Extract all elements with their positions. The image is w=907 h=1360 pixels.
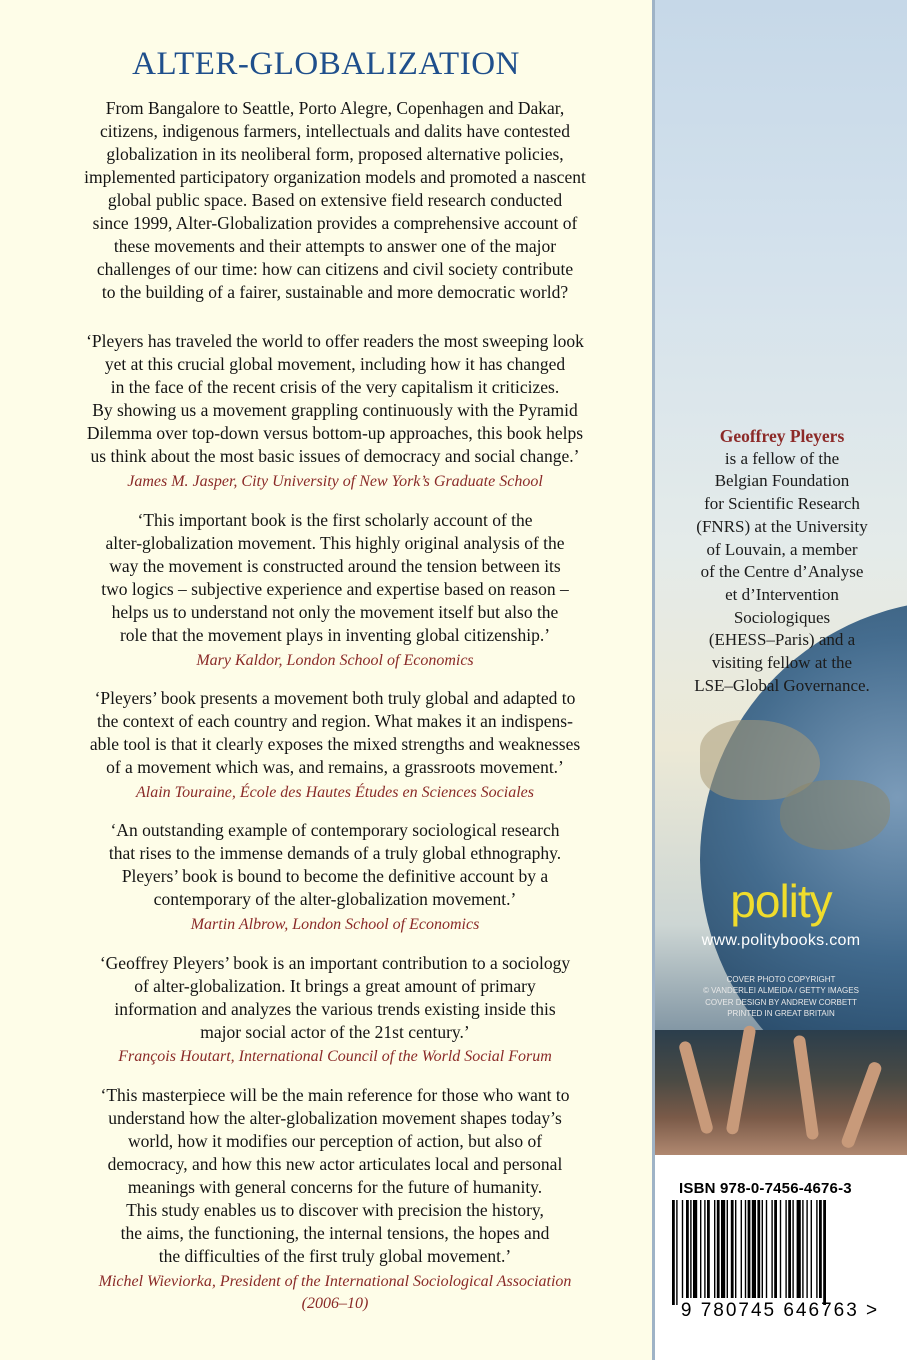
barcode-bar: [792, 1200, 793, 1298]
quote-line: us think about the most basic issues of democracy and social change.’: [90, 446, 580, 466]
barcode-bar: [811, 1200, 812, 1298]
barcode-bar: [762, 1200, 763, 1298]
attribution-line: Michel Wieviorka, President of the International Sociological Association: [98, 1273, 572, 1290]
quote-line: helps us to understand not only the movement itself but also the: [111, 602, 559, 622]
endorsement-quote: [52, 1084, 618, 1268]
quote-line: understand how the alter-globalization movement shapes today’s: [108, 1108, 562, 1128]
book-blurb: [52, 97, 618, 304]
barcode-bar: [690, 1200, 691, 1298]
quote-line: the difficulties of the first truly global movement.’: [158, 1246, 512, 1266]
credit-line: © VANDERLEI ALMEIDA / GETTY IMAGES: [703, 986, 859, 996]
bio-line: Sociologiques: [733, 607, 831, 627]
quote-line: information and analyzes the various trends existing inside this: [114, 999, 556, 1019]
quote-line: able tool is that it clearly exposes the mixed strengths and weaknesses: [89, 734, 581, 754]
blurb-line: globalization in its neoliberal form, proposed alternative policies,: [106, 144, 564, 164]
bio-line: Belgian Foundation: [714, 471, 850, 491]
endorsement-quote: [52, 509, 618, 647]
barcode-bar: [704, 1200, 705, 1298]
quote-line: This study enables us to discover with precision the history,: [126, 1200, 544, 1220]
quote-attribution: [52, 1046, 618, 1068]
barcode-bar: [819, 1200, 822, 1298]
blurb-line: since 1999, Alter-Globalization provides a comprehensive account of: [92, 213, 578, 233]
blurb-line: global public space. Based on extensive field research conducted: [107, 190, 563, 210]
quote-line: two logics – subjective experience and expertise based on reason –: [101, 579, 569, 599]
author-bio: [672, 425, 892, 697]
barcode-bar: [735, 1200, 736, 1298]
endorsement-quote: [52, 819, 618, 911]
barcode-bar: [682, 1200, 683, 1298]
bio-line: visiting fellow at the: [711, 653, 853, 673]
barcode-bar: [757, 1200, 760, 1298]
barcode-bar: [731, 1200, 734, 1298]
barcode-icon: [672, 1200, 887, 1305]
quote-line: yet at this crucial global movement, including how it has changed: [104, 354, 566, 374]
barcode-bar: [717, 1200, 720, 1298]
bio-line: of the Centre d’Analyse: [700, 562, 864, 582]
barcode-bar: [693, 1200, 697, 1298]
quote-line: role that the movement plays in inventing global citizenship.’: [119, 625, 551, 645]
barcode-bar: [714, 1200, 715, 1298]
bio-line: is a fellow of the: [724, 448, 840, 468]
credit-line: PRINTED IN GREAT BRITAIN: [727, 1009, 835, 1019]
barcode-bar: [676, 1200, 677, 1305]
attribution-line: Martin Albrow, London School of Economics: [190, 916, 480, 933]
barcode-bar: [752, 1200, 756, 1298]
quote-attribution: [52, 650, 618, 672]
cover-credits: [655, 974, 907, 1020]
blurb-line: citizens, indigenous farmers, intellectuals and dalits have contested: [100, 121, 570, 141]
quote-attribution: [52, 1271, 618, 1315]
isbn-label: ISBN 978-0-7456-4676-3: [679, 1180, 852, 1197]
endorsement-quote: [52, 687, 618, 779]
quote-line: Pleyers’ book is bound to become the definitive account by a: [121, 866, 549, 886]
quote-line: world, how it modifies our perception of action, but also of: [127, 1131, 543, 1151]
quote-line: Dilemma over top-down versus bottom-up approaches, this book helps: [86, 423, 584, 443]
credit-line: COVER PHOTO COPYRIGHT: [726, 975, 836, 984]
quote-line: the context of each country and region. What makes it an indispens-: [97, 711, 573, 731]
quote-attribution: [52, 914, 618, 936]
quote-line: By showing us a movement grappling continuously with the Pyramid: [92, 400, 578, 420]
barcode-bar: [707, 1200, 710, 1298]
quote-line: ‘Geoffrey Pleyers’ book is an important contribution to a sociology: [99, 953, 571, 973]
quote-line: way the movement is constructed around the tension between its: [109, 556, 561, 576]
barcode-digits: 9 780745 646763 >: [680, 1300, 880, 1321]
quote-line: ‘Pleyers’ book presents a movement both truly global and adapted to: [94, 688, 576, 708]
author-name: Geoffrey Pleyers: [719, 426, 845, 446]
endorsement-quote: [52, 330, 618, 468]
quote-line: of a movement which was, and remains, a grassroots movement.’: [106, 757, 564, 777]
quote-attribution: [52, 471, 618, 493]
quote-attribution: [52, 782, 618, 804]
quote-line: that rises to the immense demands of a truly global ethnography.: [108, 843, 562, 863]
barcode-bar: [780, 1200, 781, 1298]
quote-line: ‘This important book is the first scholarly account of the: [137, 510, 533, 530]
bio-line: (FNRS) at the University: [696, 516, 868, 536]
bio-line: et d’Intervention: [725, 584, 839, 604]
blurb-line: to the building of a fairer, sustainable and more democratic world?: [101, 282, 569, 302]
barcode-bar: [816, 1200, 817, 1298]
barcode-bar: [745, 1200, 746, 1298]
barcode-bar: [774, 1200, 777, 1298]
quote-line: in the face of the recent crisis of the very capitalism it criticizes.: [110, 377, 560, 397]
barcode-bar: [806, 1200, 807, 1298]
barcode-bar: [771, 1200, 772, 1298]
bio-line: for Scientific Research: [704, 494, 860, 514]
quote-line: major social actor of the 21st century.’: [200, 1022, 470, 1042]
bio-line: (EHESS–Paris) and a: [708, 630, 856, 650]
attribution-line: Alain Touraine, École des Hautes Études en Sciences Sociales: [136, 784, 534, 801]
barcode-bar: [721, 1200, 725, 1298]
quote-line: of alter-globalization. It brings a great amount of primary: [134, 976, 536, 996]
blurb-line: implemented participatory organization models and promoted a nascent: [84, 167, 586, 187]
barcode-bar: [797, 1200, 801, 1298]
barcode-bar: [700, 1200, 701, 1298]
barcode-bar: [672, 1200, 675, 1305]
barcode-bar: [785, 1200, 786, 1298]
barcode-bar: [727, 1200, 728, 1298]
barcode-bar: [802, 1200, 803, 1298]
attribution-line: James M. Jasper, City University of New York’s Graduate School: [127, 473, 543, 490]
barcode-bar: [788, 1200, 791, 1298]
endorsement-quote: [52, 952, 618, 1044]
quote-line: meanings with general concerns for the future of humanity.: [127, 1177, 543, 1197]
quote-line: contemporary of the alter-globalization movement.’: [153, 889, 517, 909]
quote-line: the aims, the functioning, the internal tensions, the hopes and: [120, 1223, 550, 1243]
quote-line: ‘This masterpiece will be the main reference for those who want to: [100, 1085, 570, 1105]
bio-line: of Louvain, a member: [706, 539, 858, 559]
blurb-line: From Bangalore to Seattle, Porto Alegre, Copenhagen and Dakar,: [105, 98, 565, 118]
barcode-bar: [748, 1200, 751, 1298]
barcode-bar: [766, 1200, 767, 1298]
blurb-line: challenges of our time: how can citizens and civil society contribute: [96, 259, 574, 279]
quote-line: ‘An outstanding example of contemporary sociological research: [110, 820, 560, 840]
attribution-line: Mary Kaldor, London School of Economics: [196, 652, 474, 669]
bio-line: LSE–Global Governance.: [694, 675, 870, 695]
quote-line: alter-globalization movement. This highly original analysis of the: [105, 533, 565, 553]
publisher-website: www.politybooks.com: [701, 932, 861, 949]
credit-line: COVER DESIGN BY ANDREW CORBETT: [705, 997, 857, 1007]
publisher-logo: polity: [730, 875, 832, 927]
book-title: ALTER-GLOBALIZATION: [132, 46, 520, 82]
blurb-line: these movements and their attempts to answer one of the major: [113, 236, 557, 256]
attribution-line: François Houtart, International Council of the World Social Forum: [118, 1048, 552, 1065]
quote-line: democracy, and how this new actor articulates local and personal: [107, 1154, 563, 1174]
barcode-bar: [741, 1200, 742, 1298]
quote-line: ‘Pleyers has traveled the world to offer readers the most sweeping look: [86, 331, 584, 351]
barcode-bar: [823, 1200, 826, 1305]
attribution-line: (2006–10): [301, 1295, 369, 1312]
barcode-bar: [686, 1200, 689, 1298]
